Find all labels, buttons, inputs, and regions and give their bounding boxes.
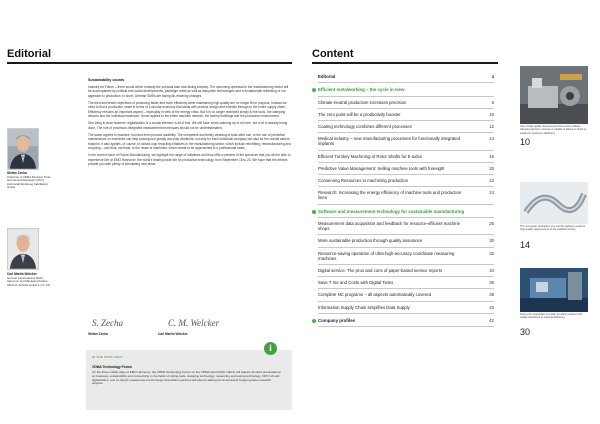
article-paragraph: In the current issue of Future Manufacturing, we highlight the range of initiatives and thus offer a preview of the spectrum that you will be able to experience live at EMO Hannover, the world's leading trade fair for production technology, from September 18 to 23. We hope that the articles provide you with plenty of stimulating new ideas. [88,153,291,166]
toc-entry-page: 6 [491,99,494,105]
editorial-article [88,78,292,169]
toc-entry[interactable] [318,163,494,175]
caption-name: Stefan Zecha [7,171,27,175]
toc-entry-label: Editorial [318,74,336,79]
clamping-device-image [520,66,588,124]
toc-entry-label: Research: Increasing the energy efficiency of machine tools and production lines [318,190,462,201]
toc-entry-page: 42 [489,317,494,323]
page-heading-editorial: Editorial [7,48,52,60]
thumbnail-image [520,182,588,224]
toc-entry-editorial[interactable] [318,71,494,83]
caption-name: Carl Martin Welcker [7,272,37,276]
article-title: Sustainability counts [88,78,125,82]
toc-entry-label: Resource-saving operation of ultra-high-accuracy coordinate measuring machines [318,250,455,261]
toc-entry[interactable] [318,175,494,187]
toc-entry-label: Medical industry – new manufacturing processes for functionally integrated implants [318,136,461,147]
signature: C. M. Welcker [168,318,220,328]
thumbnail-image [520,268,588,312]
toc-entry[interactable] [318,121,494,133]
info-icon: i [264,342,277,355]
caption-text: Chairman of VDMA Precision Tools and General Managers (ZCC) Hartmetall-Werkzeug Fabrikation GmbH [7,174,51,189]
toc-entry-page: 24 [489,190,494,196]
heading-rule [7,62,292,64]
portrait-caption [7,273,55,287]
toc-section-heading[interactable] [318,205,494,218]
toc-entry-label: Save T me and Costs with Digital Twins [318,280,394,286]
table-of-contents [318,71,494,327]
thumbnail-caption: During the production of a laser kit which produce with quality assurance to maximal efficiency. [520,313,583,320]
toc-entry[interactable] [318,235,494,247]
toc-entry-label: Climate-neutral production increases precision [318,99,407,105]
toc-entry-label: Conserving Resources in machining production [318,178,409,184]
toc-entry[interactable] [318,187,494,204]
thumbnail-page-number: 14 [520,240,531,250]
info-title: VDMA Technology Forum [92,365,132,369]
toc-entry[interactable] [318,302,494,314]
signature-name: Stefan Zecha [88,332,108,336]
toc-entry-label: Digital service: The pros and cons of paper-based service reports [318,268,443,274]
toc-entry-page: 36 [489,280,494,286]
implant-image [520,182,588,224]
toc-entry-label: Measurement data acquisition and feedback for resource-efficient machine shops [318,221,461,232]
article-paragraph: The tried and tested objectives of producing faster and more efficiently while maintaining high quality are no longer fit for purpose. Instead we need to find a production mode in terms of a circular economy that starts with product design and extends through to the entire supply chain. Efficiency remains an important aspect – especially in view of the energy crisis. But it is no longer restricted simply to the tools, the clamping devices and the individual machines. It now applies to the entire machine network, the factory buildings and the production environment. [88,101,287,118]
toc-entry-page: 14 [489,136,494,142]
thumbnail-caption: The sommelier production of a coil the cadaver needs for high quality requirements of the medical industry. [520,225,586,232]
toc-entry-page: 40 [489,304,494,310]
article-paragraph: One thing is clear however: digitalization is a crucial element in all of this. We still have some catching up to do here, but a lot is already being done. The role of processor-integrated measurement techniques should not be underestimated. [88,121,288,130]
toc-entry-label: Predictive Value Management: Selling machine tools with foresight [318,165,445,171]
page-heading-content: Content [312,48,354,60]
toc-section-title: Software and measurement technology for sustainable manufacturing [318,208,465,214]
signature: S. Zecha [92,318,123,328]
toc-entry-label: Coating technology combines different processes [318,124,412,130]
toc-entry-label: More sustainable production through quality assurance [318,238,423,244]
toc-section-heading[interactable] [318,83,494,96]
heading-rule [312,62,498,64]
toc-entry-page: 10 [489,111,494,117]
toc-entry-label: Efficient Turnkey Machining of Rotor Shafts for E-axles [318,153,423,159]
toc-entry[interactable] [318,265,494,277]
signature-name: Carl Martin Welcker [158,332,188,336]
thumbnail-caption: Use of high-quality clamping and zero-point modules: clamping devices, ensures re-inkable & allows to which to expand to maximum efficiency [520,125,587,135]
production-machine-image [520,268,588,312]
toc-entry-label: Information Supply Chain simplifies Data Supply [318,304,410,310]
toc-entry-label: Complete NC programs – all aspects automatically covered [318,292,431,298]
info-box [86,350,292,410]
toc-section-title: Company profiles [318,317,356,323]
toc-entry-page: 32 [489,250,494,256]
toc-entry[interactable] [318,151,494,163]
bullet-icon [312,88,316,92]
bullet-icon [312,210,316,214]
thumbnail-image [520,66,588,124]
toc-entry-page: 34 [489,268,494,274]
article-paragraph: Industry for Future – three words which embody the colossal task now facing industry. The upcoming upheaval in the manufacturing sector will be accompanied by political and social developments, paradigm shifts as well as disruptive technologies and a fundamental rethinking of our approach to production. In short, German SMEs are facing far-reaching changes. [88,85,289,98]
bullet-icon [312,319,316,323]
info-text: On the three middle days of EMO Hannover, the VDMA Technology Forum on the VDMA stand (D40, Hall 6) will feature 30 short presentations on business, sustainability and connectivity in the fields of cutting tools, clamping technology, measuring and testing technology, OPC UA and digitalization, and on length measurement technology. Association partners will also be taking part and present forgiving latest research projects. [92,370,281,386]
toc-entry[interactable] [318,218,494,235]
caption-text: General Commissioner EMO Hannover and Managing Partner Alfred H. Schütte GmbH & CO. KG [7,275,51,287]
toc-section-company-profiles[interactable] [318,314,494,327]
toc-entry-page: 38 [489,292,494,298]
info-kicker: IN THE SPOTLIGHT [92,355,123,359]
toc-entry[interactable] [318,97,494,109]
toc-entry-page: 4 [491,74,494,79]
toc-section-title: Efficient metalworking – the cycle in view [318,87,405,93]
toc-entry[interactable] [318,277,494,289]
article-paragraph: The same applies to machine, tool and even product durability. The competent and timely cleaning of tools after use, or the use of predictive maintenance on machines can help prolong tool greatly and play dividends, not only for each individual company but also for the overall carbon footprint. It also applies, of course, to closed-loop recycling initiatives in the manufacturing sector, which include retrofitting, remanufacturing and recycling – and thus, not least, to the reuse of machines, which needs to be approached in a professional basis. [88,133,291,150]
toc-entry-page: 26 [489,221,494,227]
toc-entry-page: 22 [489,178,494,184]
thumbnail-page-number: 30 [520,327,531,337]
thumbnail-page-number: 10 [520,137,531,147]
toc-entry-page: 16 [489,153,494,159]
portrait-1-image [8,129,38,169]
toc-entry[interactable] [318,109,494,121]
portrait-photo [7,228,39,270]
portrait-caption [7,172,55,190]
toc-entry[interactable] [318,289,494,301]
portrait-2-image [8,229,38,269]
toc-entry-label: The zero point will be a productivity booster [318,111,401,117]
toc-entry-page: 30 [489,238,494,244]
toc-entry-page: 12 [489,124,494,130]
toc-entry-page: 20 [489,165,494,171]
toc-entry[interactable] [318,248,494,265]
toc-entry[interactable] [318,133,494,150]
portrait-photo [7,128,39,170]
